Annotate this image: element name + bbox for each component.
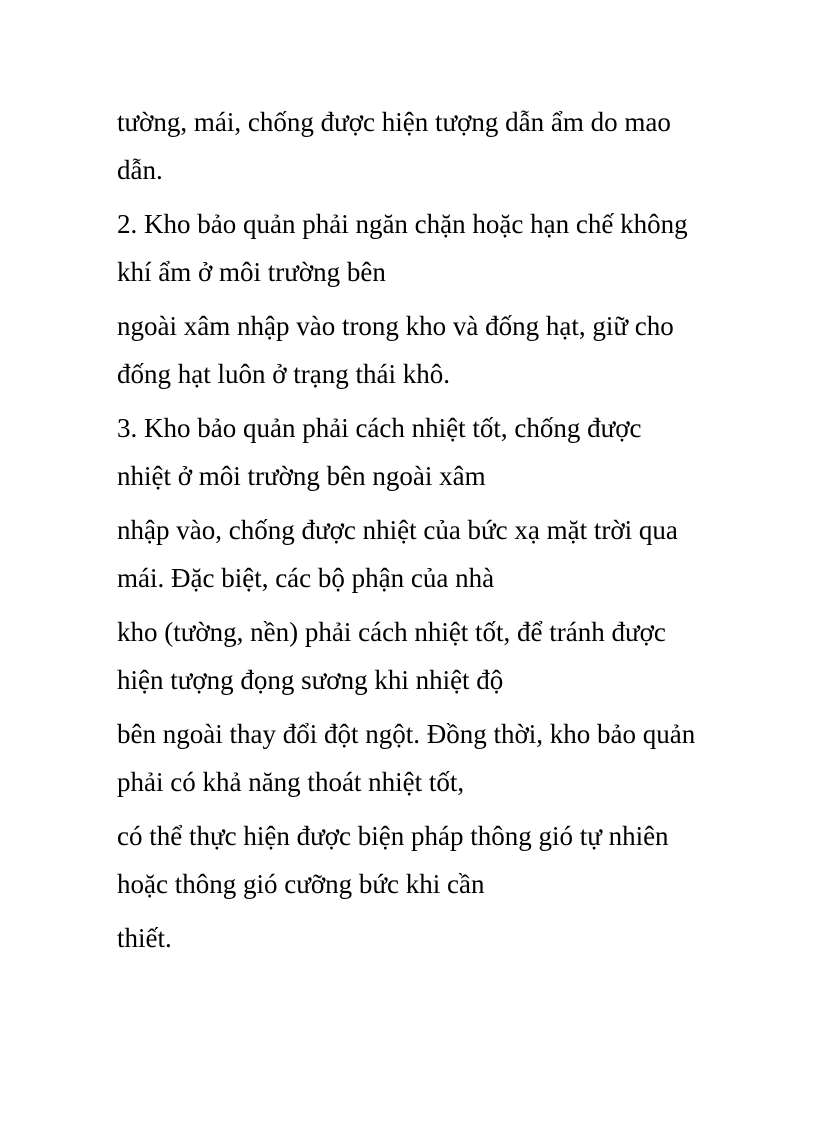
paragraph-8	[117, 812, 757, 908]
paragraph-3	[117, 302, 757, 398]
text-line: tường, mái, chống được hiện tượng dẫn ẩm do mao	[117, 107, 671, 137]
text-line: 3. Kho bảo quản phải cách nhiệt tốt, chống được	[117, 413, 642, 443]
text-line: nhiệt ở môi trường bên ngoài xâm	[117, 461, 486, 491]
text-line: hiện tượng đọng sương khi nhiệt độ	[117, 665, 504, 695]
document-body	[117, 98, 757, 968]
text-line: dẫn.	[117, 155, 163, 185]
text-line: bên ngoài thay đổi đột ngột. Đồng thời, kho bảo quản	[117, 719, 696, 749]
text-line: có thể thực hiện được biện pháp thông gió tự nhiên	[117, 821, 669, 851]
text-line: khí ẩm ở môi trường bên	[117, 257, 386, 287]
paragraph-4	[117, 404, 757, 500]
text-line: hoặc thông gió cưỡng bức khi cần	[117, 869, 485, 899]
paragraph-6	[117, 608, 757, 704]
text-line: đống hạt luôn ở trạng thái khô.	[117, 359, 450, 389]
paragraph-9	[117, 914, 757, 962]
text-line: mái. Đặc biệt, các bộ phận của nhà	[117, 563, 495, 593]
paragraph-5	[117, 506, 757, 602]
text-line: ngoài xâm nhập vào trong kho và đống hạt, giữ cho	[117, 311, 674, 341]
text-line: 2. Kho bảo quản phải ngăn chặn hoặc hạn chế không	[117, 209, 688, 239]
paragraph-1	[117, 98, 757, 194]
text-line: phải có khả năng thoát nhiệt tốt,	[117, 767, 465, 797]
text-line: nhập vào, chống được nhiệt của bức xạ mặt trời qua	[117, 515, 678, 545]
paragraph-2	[117, 200, 757, 296]
text-line: thiết.	[117, 923, 172, 953]
text-line: kho (tường, nền) phải cách nhiệt tốt, để tránh được	[117, 617, 666, 647]
paragraph-7	[117, 710, 757, 806]
